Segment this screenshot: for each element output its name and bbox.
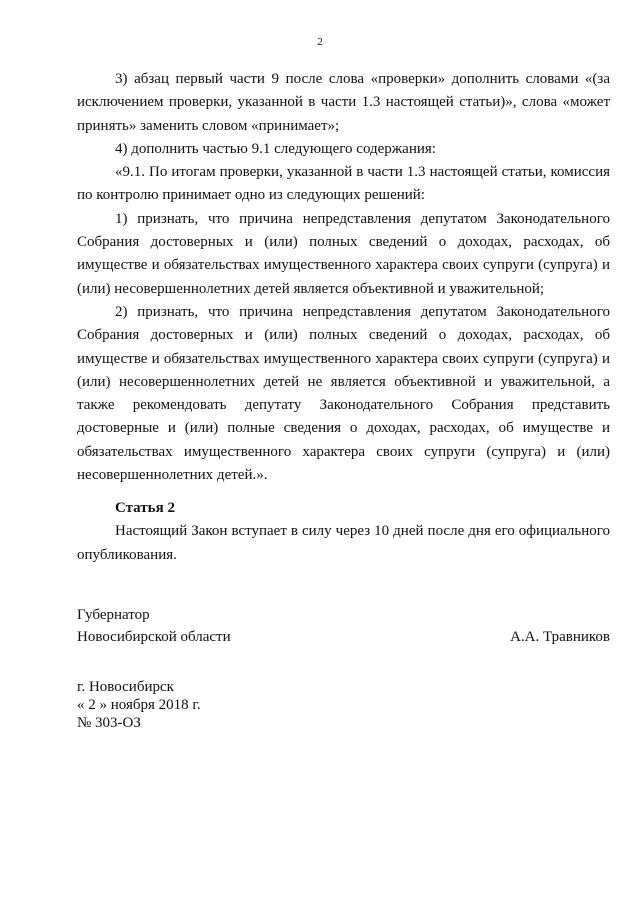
signature-block bbox=[77, 604, 610, 648]
signatory-name: А.А. Травников bbox=[510, 629, 610, 645]
paragraph-amendment-3: 3) абзац первый части 9 после слова «проверки» дополнить словами «(за исключением проверки, указанной в части 1.3 настоящей статьи)», слова «может принять» заменить словом «принимает»; bbox=[77, 71, 610, 134]
footer-city: г. Новосибирск bbox=[77, 679, 174, 695]
signature-row bbox=[77, 626, 610, 648]
document-body bbox=[77, 68, 610, 487]
signatory-title-line2: Новосибирской области bbox=[77, 629, 231, 645]
paragraph-decision-2: 2) признать, что причина непредставления депутатом Законодательного Собрания достоверных и (или) полных сведений о доходах, расходах, об имуществе и обязательствах имущественного характера своих супруги (супруга) и (или) несовершеннолетних детей не является объективной и уважительной, а также рекомендовать депутату Законодательного Собрания представить достоверные и (или) полные сведения о доходах, расходах, об имуществе и обязательствах имущественного характера своих супруги (супруга) и (или) несовершеннолетних детей.». bbox=[77, 303, 610, 484]
paragraph-amendment-4: 4) дополнить частью 9.1 следующего содержания: bbox=[115, 140, 436, 157]
signatory-title-line1: Губернатор bbox=[77, 607, 150, 623]
footer-date: « 2 » ноября 2018 г. bbox=[77, 697, 201, 713]
footer-number: № 303-ОЗ bbox=[77, 715, 141, 731]
article-2 bbox=[77, 497, 610, 567]
document-footer bbox=[77, 678, 201, 732]
article-heading: Статья 2 bbox=[115, 500, 175, 516]
article-text: Настоящий Закон вступает в силу через 10 дней после дня его официального опубликования. bbox=[77, 523, 610, 563]
paragraph-part-9-1: «9.1. По итогам проверки, указанной в части 1.3 настоящей статьи, комиссия по контролю принимает одно из следующих решений: bbox=[77, 164, 610, 204]
paragraph-decision-1: 1) признать, что причина непредставления депутатом Законодательного Собрания достоверных и (или) полных сведений о доходах, расходах, об имуществе и обязательствах имущественного характера своих супруги (супруга) и (или) несовершеннолетних детей является объективной и уважительной; bbox=[77, 210, 610, 297]
page-number: 2 bbox=[317, 36, 323, 48]
